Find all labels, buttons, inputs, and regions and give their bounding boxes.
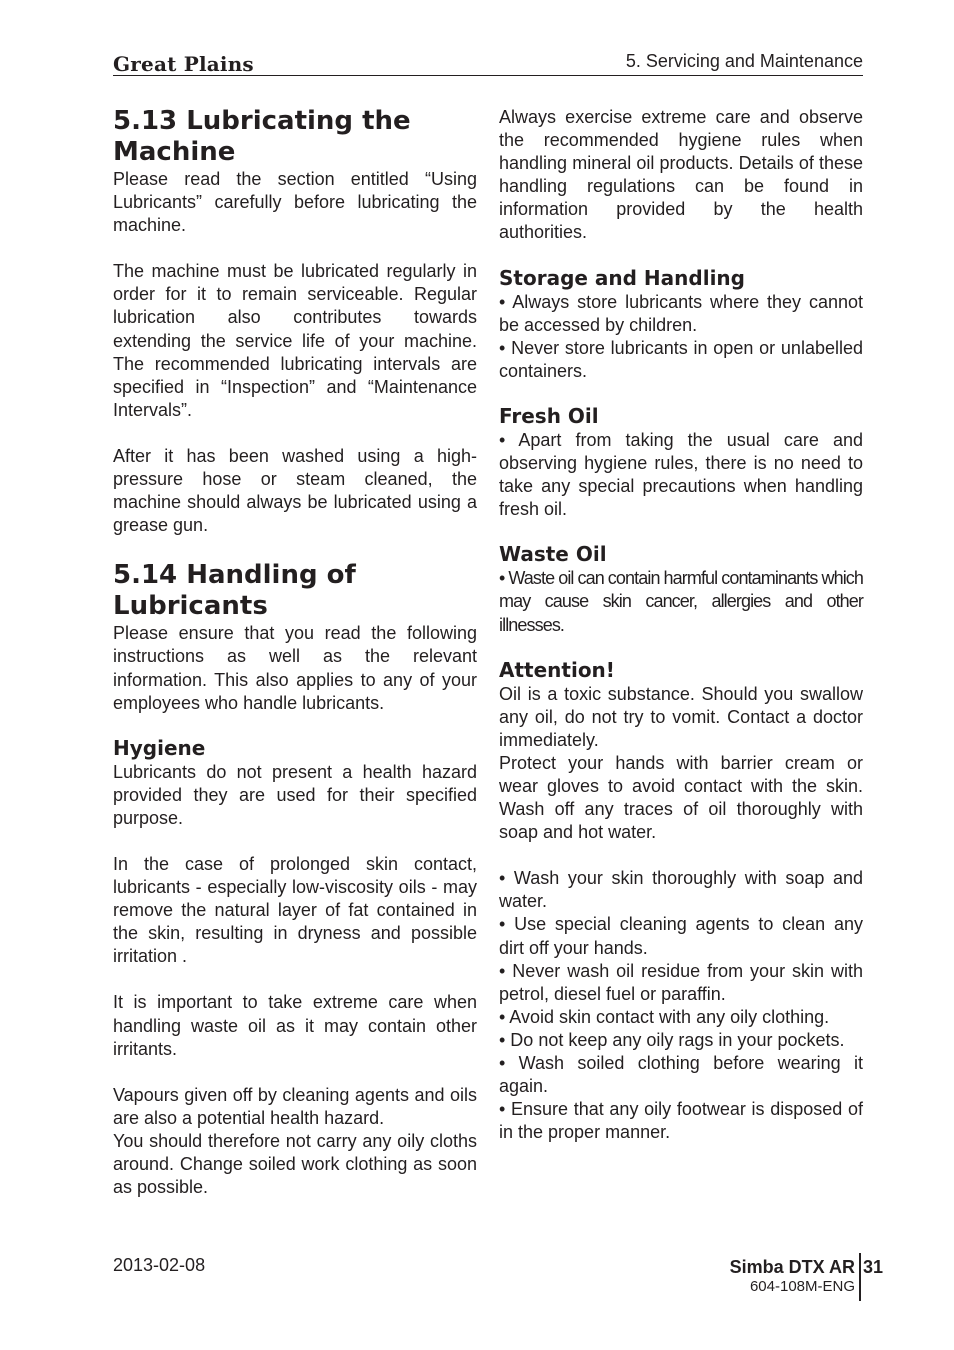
bullet-item: • Do not keep any oily rags in your pockets. <box>499 1029 845 1050</box>
bullet-item: • Ensure that any oily footwear is disposed of in the proper manner. <box>499 1099 863 1143</box>
paragraph: Please read the section entitled “Using Lubricants” carefully before lubricating the machine. <box>113 169 477 236</box>
left-column <box>113 106 477 1199</box>
footer-doc-code: 604-108M-ENG <box>749 1278 855 1295</box>
bullet-item: • Waste oil can contain harmful contaminants which may cause skin cancer, allergies and other illnesses. <box>499 568 863 635</box>
footer-divider <box>859 1253 861 1301</box>
bullet-item: • Wash your skin thoroughly with soap and water. <box>499 868 863 912</box>
bullet-item: • Apart from taking the usual care and observing hygiene rules, there is no need to take any special precautions when handling fresh oil. <box>499 429 863 520</box>
paragraph: You should therefore not carry any oily cloths around. Change soiled work clothing as soon as possible. <box>113 1130 477 1198</box>
footer-model: Simba DTX AR <box>729 1257 855 1277</box>
page-number: 31 <box>863 1257 884 1277</box>
heading-attention: Attention! <box>499 657 615 682</box>
paragraph: After it has been washed using a high-pressure hose or steam cleaned, the machine should always be lubricated using a grease gun. <box>113 445 477 536</box>
paragraph: Lubricants do not present a health hazard provided they are used for their specified purpose. <box>113 761 477 828</box>
footer-date: 2013-02-08 <box>113 1255 206 1275</box>
heading-storage-and-handling: Storage and Handling <box>499 265 745 290</box>
paragraph: The machine must be lubricated regularly in order for it to remain serviceable. Regular lubrication also contributes towards extending the service life of your machine. The recommended lubricating intervals are specified in “Inspection” and “Maintenance Intervals”. <box>113 261 477 420</box>
page-header <box>113 48 863 76</box>
running-section-title: 5. Servicing and Maintenance <box>625 51 863 71</box>
paragraph: Vapours given off by cleaning agents and oils are also a potential health hazard. <box>113 1084 477 1128</box>
heading-5-13: 5.13 Lubricating the Machine <box>113 106 411 167</box>
heading-fresh-oil: Fresh Oil <box>499 403 599 428</box>
bullet-item: • Use special cleaning agents to clean any dirt off your hands. <box>499 914 863 958</box>
right-column <box>499 106 863 1144</box>
bullet-item: • Never store lubricants in open or unlabelled containers. <box>499 337 863 381</box>
footer-info <box>700 1253 884 1301</box>
heading-hygiene: Hygiene <box>113 735 206 760</box>
paragraph: Oil is a toxic substance. Should you swallow any oil, do not try to vomit. Contact a doctor immediately. <box>499 683 863 750</box>
paragraph: Always exercise extreme care and observe the recommended hygiene rules when handling mineral oil products. Details of these handling regulations can be found in information provided by the health authorities. <box>499 107 863 243</box>
brand-logo: Great Plains <box>113 52 254 76</box>
bullet-item: • Wash soiled clothing before wearing it again. <box>499 1053 863 1097</box>
paragraph: It is important to take extreme care when handling waste oil as it may contain other irritants. <box>113 992 477 1059</box>
bullet-item: • Avoid skin contact with any oily clothing. <box>499 1006 830 1027</box>
bullet-item: • Never wash oil residue from your skin with petrol, diesel fuel or paraffin. <box>499 960 863 1004</box>
heading-5-14: 5.14 Handling of Lubricants <box>113 560 356 622</box>
heading-waste-oil: Waste Oil <box>499 542 607 567</box>
paragraph: Please ensure that you read the following instructions as well as the relevant information. This also applies to any of your employees who handle lubricants. <box>113 623 477 713</box>
paragraph: Protect your hands with barrier cream or wear gloves to avoid contact with the skin. Wash off any traces of oil thoroughly with soap and hot water. <box>499 752 863 843</box>
bullet-item: • Always store lubricants where they cannot be accessed by children. <box>499 291 863 335</box>
paragraph: In the case of prolonged skin contact, lubricants - especially low-viscosity oils - may remove the natural layer of fat contained in the skin, resulting in dryness and possible irritation . <box>113 853 477 967</box>
